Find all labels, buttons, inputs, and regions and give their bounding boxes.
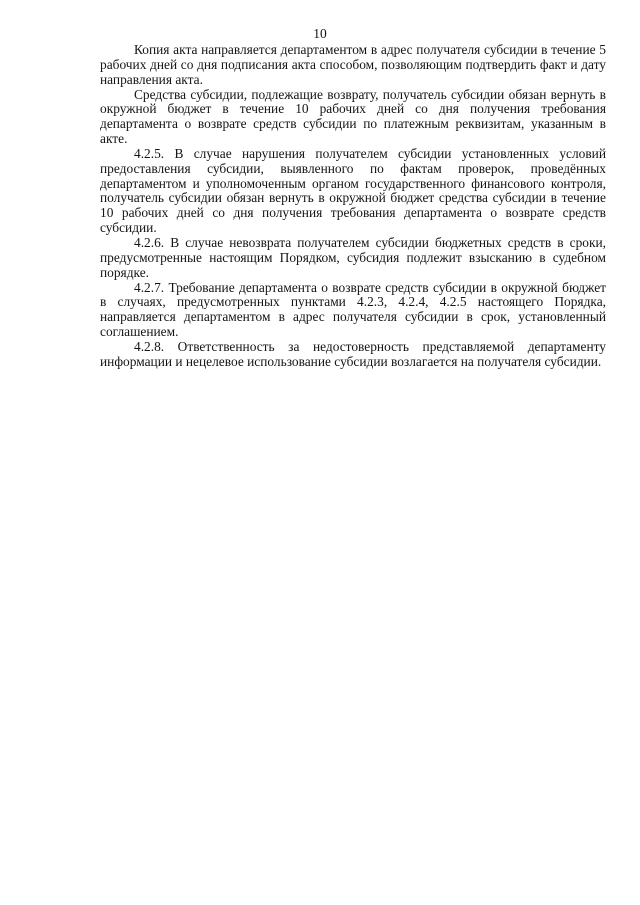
paragraph-act-copy: Копия акта направляется департаментом в адрес получателя субсидии в течение 5 рабочих дней со дня подписания акта способом, позволяющим подтвердить факт и дату направления акта.	[100, 42, 606, 87]
paragraph-4-2-6: 4.2.6. В случае невозврата получателем субсидии бюджетных средств в сроки, предусмотренные настоящим Порядком, субсидия подлежит взысканию в судебном порядке.	[100, 234, 606, 280]
page-number: 10	[313, 26, 327, 41]
document-body	[100, 43, 606, 370]
paragraph-refund-obligation: Средства субсидии, подлежащие возврату, получатель субсидии обязан вернуть в окружной бюджет в течение 10 рабочих дней со дня получения требования департамента о возврате средств субсидии по платежным реквизитам, указанным в акте.	[100, 86, 606, 147]
paragraph-4-2-5: 4.2.5. В случае нарушения получателем субсидии установленных условий предоставления субсидии, выявленного по фактам проверок, проведённых департаментом и уполномоченным органом государственного финансового контроля, получатель субсидии обязан вернуть в окружной бюджет средства субсидии в течение 10 рабочих дней со дня получения требования департамента о возврате средств субсидии.	[100, 145, 606, 236]
paragraph-4-2-7: 4.2.7. Требование департамента о возврате средств субсидии в окружной бюджет в случаях, предусмотренных пунктами 4.2.3, 4.2.4, 4.2.5 настоящего Порядка, направляется департаментом в адрес получателя субсидии в срок, установленный соглашением.	[100, 279, 606, 340]
paragraph-4-2-8: 4.2.8. Ответственность за недостоверность представляемой департаменту информации и нецелевое использование субсидии возлагается на получателя субсидии.	[100, 338, 606, 369]
